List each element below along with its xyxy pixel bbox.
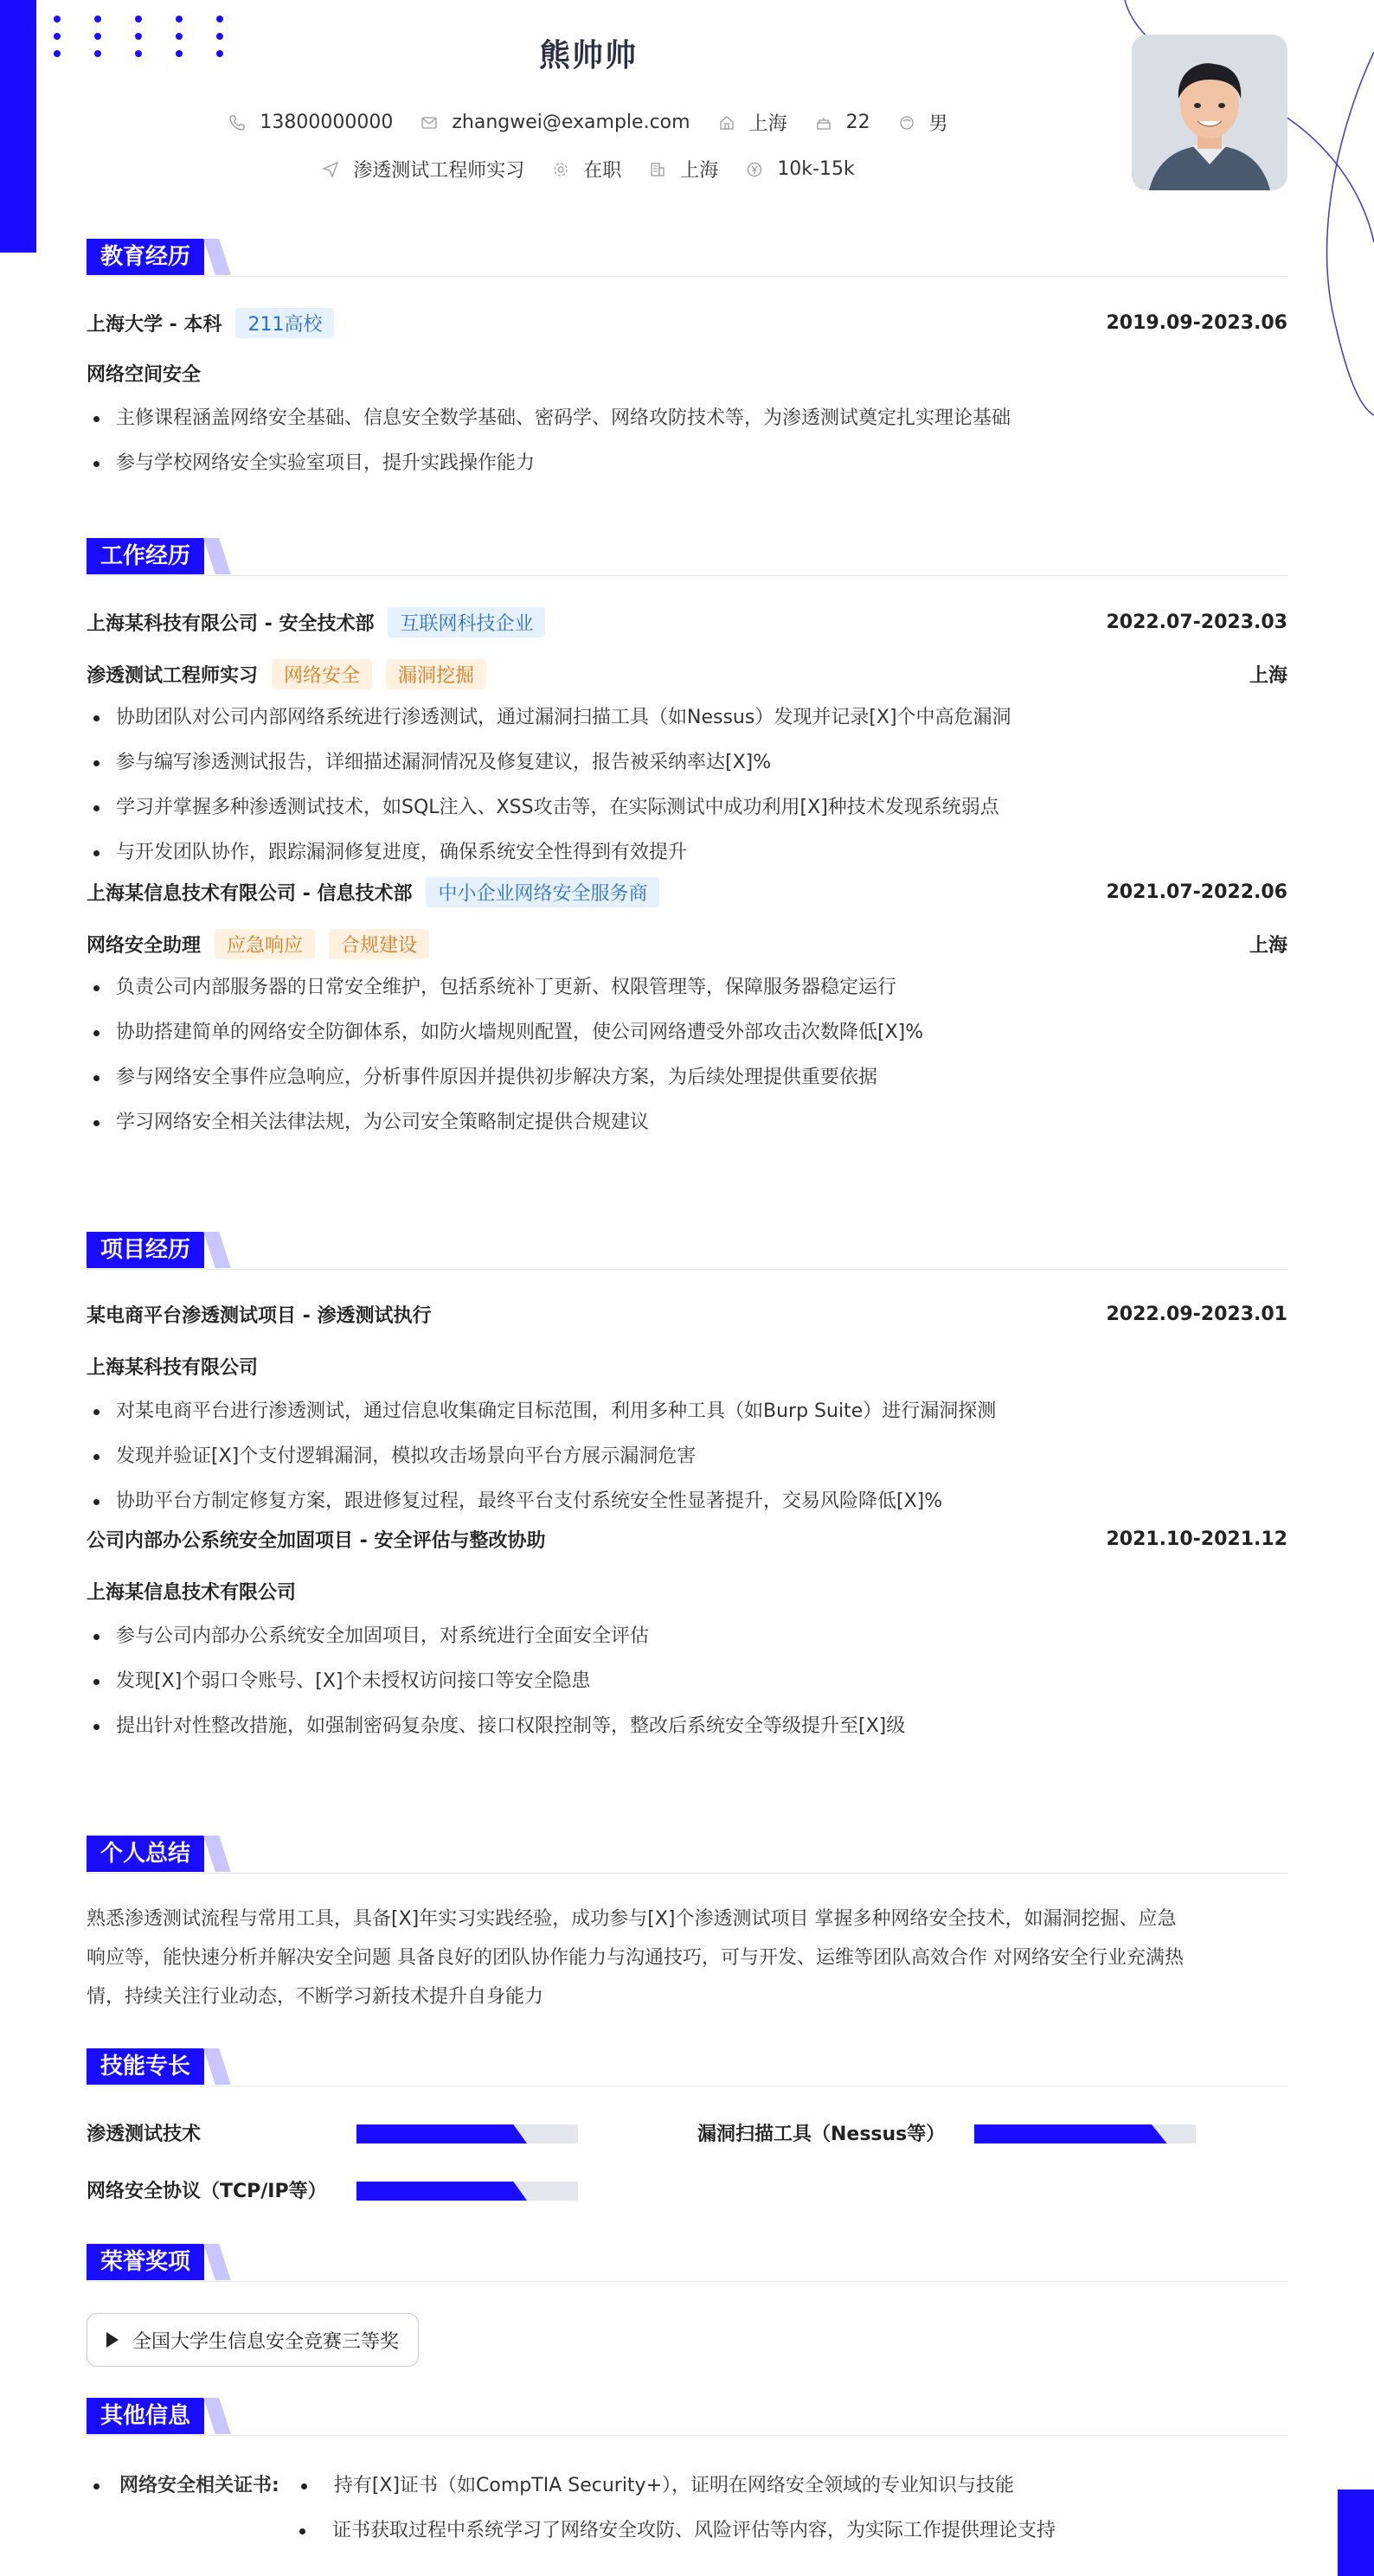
summary-line: 响应等，能快速分析并解决安全问题 具备良好的团队协作能力与沟通技巧，可与开发、运维等团队高效合作 对网络安全行业充满热 [87, 1947, 1184, 1969]
position-item [322, 156, 524, 183]
phone-item [228, 112, 393, 133]
work-entry-2-role [87, 929, 1287, 959]
list-item: 参与公司内部办公系统安全加固项目，对系统进行全面安全评估 [87, 1614, 1287, 1659]
list-item: 学习网络安全相关法律法规，为公司安全策略制定提供合规建议 [87, 1100, 1287, 1145]
role-tag: 网络安全 [272, 659, 372, 689]
certificate-item: 证书获取过程中系统学习了网络安全攻防、风险评估等内容，为实际工作提供理论支持 [332, 2520, 1056, 2541]
role-tag: 合规建设 [329, 929, 429, 959]
section-title-tail [203, 538, 231, 574]
job-intent-row [0, 156, 1177, 183]
section-title-awards: 荣誉奖项 [87, 2244, 204, 2280]
phone-icon [228, 114, 246, 131]
gender-item [898, 109, 948, 136]
list-item: 学习并掌握多种渗透测试技术，如SQL注入、XSS攻击等，在实际测试中成功利用[X]种技术发现系统弱点 [87, 785, 1287, 830]
skill-level-bar [356, 2182, 578, 2201]
candidate-name: 熊帅帅 [538, 38, 638, 74]
avatar-illustration [1132, 35, 1287, 190]
skills-section [87, 2048, 1287, 2202]
summary-line: 情，持续关注行业动态，不断学习新技术提升自身能力 [87, 1986, 544, 2008]
section-title-other: 其他信息 [87, 2398, 204, 2434]
coin-icon [746, 161, 763, 178]
work-entry-1-header [87, 607, 1287, 638]
work-date: 2021.07-2022.06 [1106, 881, 1287, 903]
section-title-tail [203, 2048, 231, 2085]
section-header [87, 1232, 1287, 1270]
hometown-item [718, 109, 787, 136]
role-name: 渗透测试工程师实习 [87, 665, 259, 687]
project-1-org [87, 1353, 1287, 1380]
skill-level-bar [356, 2124, 578, 2143]
school-name: 上海大学 - 本科 [87, 314, 222, 336]
list-item: 主修课程涵盖网络安全基础、信息安全数学基础、密码学、网络攻防技术等，为渗透测试奠定扎实理论基础 [87, 396, 1287, 441]
mail-icon [421, 114, 438, 131]
position-text: 渗透测试工程师实习 [353, 160, 525, 182]
work-section [87, 538, 1287, 1133]
status-text: 在职 [583, 160, 622, 182]
section-header [87, 538, 1287, 576]
city-text: 上海 [680, 160, 719, 182]
company-name: 上海某信息技术有限公司 - 信息技术部 [87, 883, 413, 905]
skill-name: 网络安全协议（TCP/IP等） [87, 2181, 327, 2202]
project-title: 公司内部办公系统安全加固项目 - 安全评估与整改协助 [87, 1530, 546, 1552]
list-item: 协助团队对公司内部网络系统进行渗透测试，通过漏洞扫描工具（如Nessus）发现并记录[X]个中高危漏洞 [87, 695, 1287, 740]
age-text: 22 [845, 112, 870, 133]
certificate-row [87, 2470, 1287, 2497]
project-org: 上海某科技有限公司 [87, 1357, 259, 1379]
gear-icon [552, 161, 569, 178]
avatar-photo [1132, 35, 1287, 190]
list-item: 对某电商平台进行渗透测试，通过信息收集确定目标范围，利用多种工具（如Burp Suite）进行漏洞探测 [87, 1389, 1287, 1434]
section-title-projects: 项目经历 [87, 1232, 204, 1268]
list-item: 负责公司内部服务器的日常安全维护，包括系统补丁更新、权限管理等，保障服务器稳定运行 [87, 965, 1287, 1010]
work-entry-1-role [87, 659, 1287, 689]
list-item: 参与学校网络安全实验室项目，提升实践操作能力 [87, 441, 1287, 486]
salary-text: 10k-15k [777, 158, 855, 180]
list-item: 参与网络安全事件应急响应，分析事件原因并提供初步解决方案，为后续处理提供重要依据 [87, 1055, 1287, 1100]
skill-name: 渗透测试技术 [87, 2124, 202, 2145]
skill-level-bar [974, 2124, 1196, 2143]
major-name: 网络空间安全 [87, 364, 202, 386]
section-header [87, 239, 1287, 277]
section-title-tail [203, 239, 231, 275]
play-triangle-icon [106, 2332, 119, 2348]
list-item: 发现并验证[X]个支付逻辑漏洞，模拟攻击场景向平台方展示漏洞危害 [87, 1434, 1287, 1479]
skill-level-fill [356, 2124, 527, 2143]
gender-text: 男 [928, 113, 948, 135]
education-entry-header [87, 308, 1287, 338]
skill-name: 漏洞扫描工具（Nessus等） [697, 2124, 946, 2145]
resume-header [0, 0, 1374, 216]
section-header [87, 1836, 1287, 1874]
section-header [87, 2244, 1287, 2282]
summary-line: 熟悉渗透测试流程与常用工具，具备[X]年实习实践经验，成功参与[X]个渗透测试项目 掌握多种网络安全技术，如漏洞挖掘、应急 [87, 1908, 1177, 1930]
work-entry-1-bullets [87, 695, 1287, 875]
project-date: 2022.09-2023.01 [1106, 1304, 1287, 1325]
company-tag: 互联网科技企业 [388, 607, 545, 638]
education-date: 2019.09-2023.06 [1106, 312, 1287, 334]
work-city: 上海 [1249, 665, 1287, 687]
project-date: 2021.10-2021.12 [1106, 1528, 1287, 1550]
school-tag: 211高校 [235, 308, 334, 338]
age-item [815, 112, 870, 133]
award-item [87, 2313, 419, 2367]
gender-icon [898, 114, 915, 131]
contact-row [0, 109, 1177, 136]
certificate-item: 持有[X]证书（如CompTIA Security+），证明在网络安全领域的专业知识与技能 [333, 2475, 1015, 2496]
section-header [87, 2398, 1287, 2436]
phone-text: 13800000000 [260, 112, 394, 133]
project-title: 某电商平台渗透测试项目 - 渗透测试执行 [87, 1305, 432, 1327]
company-tag: 中小企业网络安全服务商 [426, 877, 659, 907]
role-tag: 漏洞挖掘 [386, 659, 486, 689]
education-section [87, 239, 1287, 474]
project-1-header [87, 1301, 1287, 1328]
section-title-tail [203, 2244, 231, 2280]
building-icon [649, 161, 666, 178]
section-title-work: 工作经历 [87, 538, 204, 574]
project-org: 上海某信息技术有限公司 [87, 1582, 297, 1604]
list-item: 提出针对性整改措施，如强制密码复杂度、接口权限控制等，整改后系统安全等级提升至[X]级 [87, 1704, 1287, 1749]
company-name: 上海某科技有限公司 - 安全技术部 [87, 613, 375, 635]
section-title-tail [203, 1232, 231, 1268]
projects-section [87, 1232, 1287, 1737]
other-section [87, 2398, 1287, 2541]
section-title-education: 教育经历 [87, 239, 204, 275]
email-item [421, 112, 690, 133]
certificate-label: 网络安全相关证书: [119, 2475, 279, 2496]
work-city: 上海 [1249, 935, 1287, 957]
education-bullets [87, 396, 1287, 486]
city-item [649, 156, 718, 183]
award-text: 全国大学生信息安全竞赛三等奖 [132, 2330, 400, 2353]
summary-text [87, 1900, 1287, 2016]
bullet-dot [299, 2528, 305, 2534]
right-accent-block [1338, 2489, 1374, 2576]
list-item: 与开发团队协作，跟踪漏洞修复进度，确保系统安全性得到有效提升 [87, 830, 1287, 875]
cake-icon [815, 114, 832, 131]
project-2-bullets [87, 1614, 1287, 1749]
role-name: 网络安全助理 [87, 935, 202, 957]
skill-level-fill [974, 2124, 1167, 2143]
home-icon [718, 114, 735, 131]
bullet-dot [93, 2483, 100, 2489]
section-title-tail [203, 2398, 231, 2434]
bullet-dot [301, 2483, 307, 2489]
major-row [87, 360, 1287, 387]
section-title-tail [203, 1836, 231, 1872]
hometown-text: 上海 [748, 113, 787, 135]
project-2-header [87, 1526, 1287, 1553]
project-1-bullets [87, 1389, 1287, 1524]
role-tag: 应急响应 [215, 929, 315, 959]
list-item: 参与编写渗透测试报告，详细描述漏洞情况及修复建议，报告被采纳率达[X]% [87, 740, 1287, 785]
project-2-org [87, 1578, 1287, 1605]
skill-level-fill [356, 2182, 527, 2201]
email-text: zhangwei@example.com [452, 112, 690, 133]
list-item: 发现[X]个弱口令账号、[X]个未授权访问接口等安全隐患 [87, 1659, 1287, 1704]
salary-item [746, 158, 854, 180]
section-title-skills: 技能专长 [87, 2048, 204, 2085]
work-entry-2-bullets [87, 965, 1287, 1145]
send-icon [322, 161, 339, 178]
certificate-row [299, 2515, 1286, 2542]
section-title-summary: 个人总结 [87, 1836, 204, 1872]
awards-section [87, 2244, 1287, 2353]
work-entry-2-header [87, 877, 1287, 907]
summary-section [87, 1836, 1287, 2008]
list-item: 协助平台方制定修复方案，跟进修复过程，最终平台支付系统安全性显著提升，交易风险降低[X]% [87, 1479, 1287, 1524]
status-item [552, 156, 621, 183]
list-item: 协助搭建简单的网络安全防御体系，如防火墙规则配置，使公司网络遭受外部攻击次数降低[X]% [87, 1010, 1287, 1055]
section-header [87, 2048, 1287, 2086]
work-date: 2022.07-2023.03 [1106, 612, 1287, 633]
